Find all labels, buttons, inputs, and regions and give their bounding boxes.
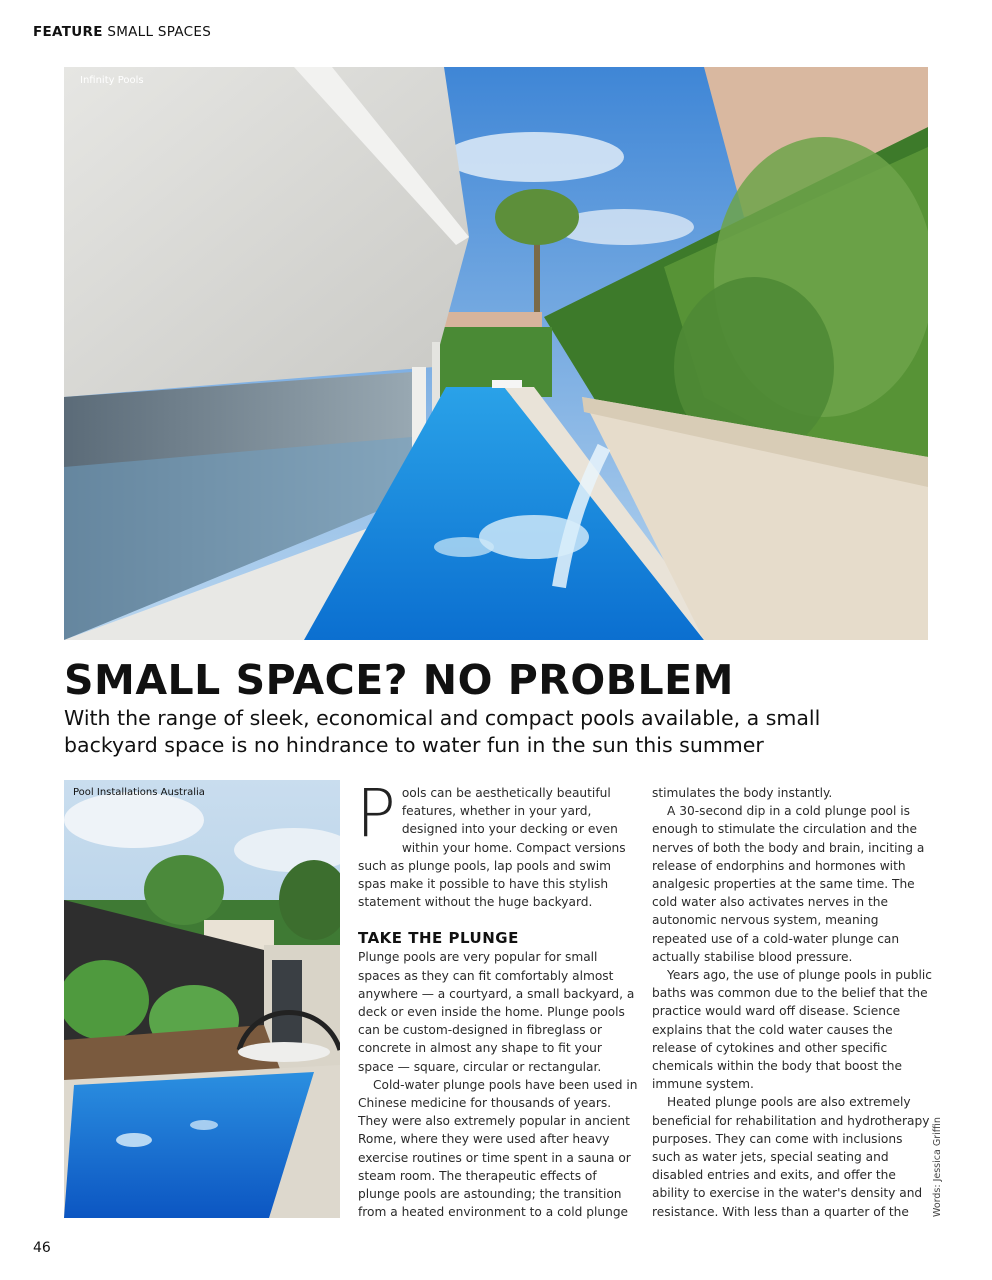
subhead-take-the-plunge: TAKE THE PLUNGE <box>358 929 519 948</box>
paragraph-4: stimulates the body instantly. <box>652 786 833 800</box>
paragraph-5: A 30-second dip in a cold plunge pool is enough to stimulate the circulation and the nerves of both the body and brain, inciting a release of endorphins and hormones with analgesic properties at the same time. The cold water also activates nerves in the autonomic nervous system, meaning repeated use of a cold-water plunge can actually stabilise blood pressure. <box>652 804 925 964</box>
plunge-pool-illustration <box>64 780 340 1218</box>
paragraph-2: Plunge pools are very popular for small spaces as they can fit comfortably almost anywhere — a courtyard, a small backyard, a deck or even inside the home. Plunge pools can be custom-designed in fibreglass or concrete in almost any shape to fit your space — square, circular or rectangular. <box>358 950 635 1074</box>
lap-pool-illustration <box>64 67 928 640</box>
byline: Words: Jessica Griffin <box>932 1117 943 1217</box>
page-number: 46 <box>33 1240 51 1256</box>
photo2-credit: Pool Installations Australia <box>73 787 205 798</box>
article-headline: SMALL SPACE? NO PROBLEM <box>64 656 734 704</box>
paragraph-6: Years ago, the use of plunge pools in public baths was common due to the belief that the practice would ward off disease. Science explains that the cold water causes the release of cytokines and other specific chemicals within the body that boost the immune system. <box>652 968 932 1092</box>
running-head <box>33 24 211 40</box>
paragraph-7: Heated plunge pools are also extremely beneficial for rehabilitation and hydrotherapy purposes. They can come with inclusions such as water jets, special seating and disabled entries and exits, and offer the ability to exercise in the water's density and resistance. With less than a quarter of the <box>652 1095 930 1219</box>
plunge-pool-photo <box>64 780 340 1218</box>
dropcap: P <box>356 775 396 852</box>
topic-label: SMALL SPACES <box>107 24 212 40</box>
body-column-2 <box>652 784 932 1221</box>
hero-photo <box>64 67 928 640</box>
article-standfirst: With the range of sleek, economical and compact pools available, a small backyard space is no hindrance to water fun in the sun this summer <box>64 706 821 757</box>
paragraph-1-text: ools can be aesthetically beautiful features, whether in your yard, designed into your decking or even within your home. Compact versions such as plunge pools, lap pools and swim spas make it possible to have this stylish statement without the huge backyard. <box>358 786 626 910</box>
section-label: FEATURE <box>33 24 103 40</box>
body-column-1 <box>356 775 638 1221</box>
paragraph-1 <box>356 775 638 911</box>
hero-photo-credit: Infinity Pools <box>80 75 144 86</box>
paragraph-3: Cold-water plunge pools have been used in Chinese medicine for thousands of years. They were also extremely popular in ancient Rome, where they were used after heavy exercise routines or time spent in a sauna or steam room. The therapeutic effects of plunge pools are astounding; the transition from a heated environment to a cold plunge <box>358 1077 638 1220</box>
